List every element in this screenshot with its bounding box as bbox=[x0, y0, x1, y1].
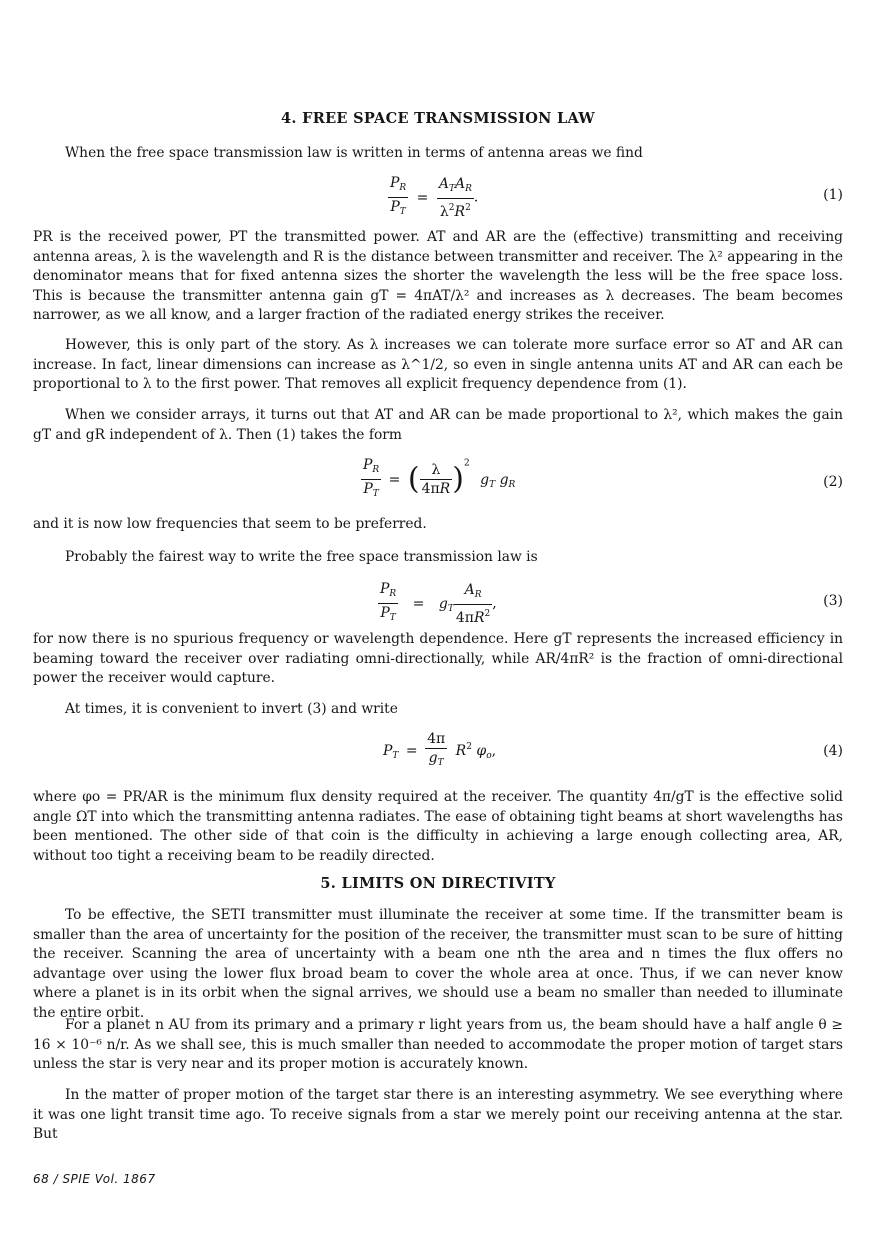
section-4-paragraph-6: Probably the fairest way to write the free space transmission law is bbox=[65, 549, 538, 565]
section-5-paragraph-3: In the matter of proper motion of the target star there is an interesting asymmetry. We see everything where it was one light transit time ago. To receive signals from a star we merely point our receiving antenna at the star. But bbox=[33, 1087, 843, 1143]
equation-4: $P_T$ = $\frac{4\pi}{g_T}$ $R^2$ $\varphi_o$, (4) bbox=[383, 731, 843, 768]
section-5-paragraph-1: To be effective, the SETI transmitter must illuminate the receiver at some time. If the transmitter beam is smaller than the area of uncertainty for the position of the receiver, the transmitter must scan to be sure of hitting the receiver. Scanning the area of uncertainty with a beam one nth the area and n times the flux offers no advantage over using the lower flux broad beam to cover the whole area at once. Thus, if we can never know where a planet is in its orbit when the signal arrives, we should use a beam no smaller than needed to illuminate the entire orbit. bbox=[33, 907, 843, 1021]
section-5-heading: 5. LIMITS ON DIRECTIVITY bbox=[320, 875, 556, 892]
section-4-heading: 4. FREE SPACE TRANSMISSION LAW bbox=[281, 110, 595, 127]
equation-2: $\frac{P_R}{P_T}$ = ( $\frac{\lambda}{4\pi R}$ )$^2$ $g_T$ $g_R$ (2) bbox=[363, 457, 843, 499]
section-4-paragraph-5: and it is now low frequencies that seem to be preferred. bbox=[33, 516, 427, 532]
equation-3: $\frac{P_R}{P_T}$ = $g_T$ $\frac{A_R}{4\pi R^2}$ , (3) bbox=[380, 581, 843, 626]
equation-3-number: (3) bbox=[823, 593, 843, 609]
section-4-paragraph-7: for now there is no spurious frequency or wavelength dependence. Here gT represents the increased efficiency in beaming toward the receiver over radiating omni-directionally, while AR/4πR² is the fraction of omni-directional power the receiver would capture. bbox=[33, 631, 843, 687]
section-4-paragraph-9: where φo = PR/AR is the minimum flux density required at the receiver. The quantity 4π/gT is the effective solid angle ΩT into which the transmitting antenna radiates. The ease of obtaining tight beams at short wavelengths has been mentioned. The other side of that coin is the difficulty in achieving a large enough collecting area, AR, without too tight a receiving beam to be readily directed. bbox=[33, 789, 843, 864]
page-footer: 68 / SPIE Vol. 1867 bbox=[33, 1172, 156, 1186]
equation-1: $\frac{P_R}{P_T}$ = $\frac{A_TA_R}{\lambda^2R^2}$ . (1) bbox=[390, 175, 843, 220]
section-4-paragraph-1: When the free space transmission law is written in terms of antenna areas we find bbox=[65, 145, 643, 161]
equation-2-number: (2) bbox=[823, 474, 843, 490]
section-4-paragraph-2: PR is the received power, PT the transmitted power. AT and AR are the (effective) transmitting and receiving antenna areas, λ is the wavelength and R is the distance between transmitter and receiver. The λ² appearing in the denominator means that for fixed antenna sizes the shorter the wavelength the less will be the free space loss. This is because the transmitter antenna gain gT = 4πAT/λ² and increases as λ decreases. The beam becomes narrower, as we all know, and a larger fraction of the radiated energy strikes the receiver. bbox=[33, 229, 843, 324]
equation-1-number: (1) bbox=[823, 187, 843, 203]
section-4-paragraph-4: When we consider arrays, it turns out that AT and AR can be made proportional to λ², which makes the gain gT and gR independent of λ. Then (1) takes the form bbox=[33, 407, 843, 443]
section-4-paragraph-8: At times, it is convenient to invert (3) and write bbox=[65, 701, 398, 717]
equation-4-number: (4) bbox=[823, 743, 843, 759]
section-5-paragraph-2: For a planet n AU from its primary and a primary r light years from us, the beam should have a half angle θ ≥ 16 × 10⁻⁶ n/r. As we shall see, this is much smaller than needed to accommodate the proper motion of target stars unless the star is very near and its proper motion is accurately known. bbox=[33, 1017, 843, 1073]
section-4-paragraph-3: However, this is only part of the story. As λ increases we can tolerate more surface error so AT and AR can increase. In fact, linear dimensions can increase as λ^1/2, so even in single antenna units AT and AR can each be proportional to λ to the first power. That removes all explicit frequency dependence from (1). bbox=[33, 337, 843, 393]
